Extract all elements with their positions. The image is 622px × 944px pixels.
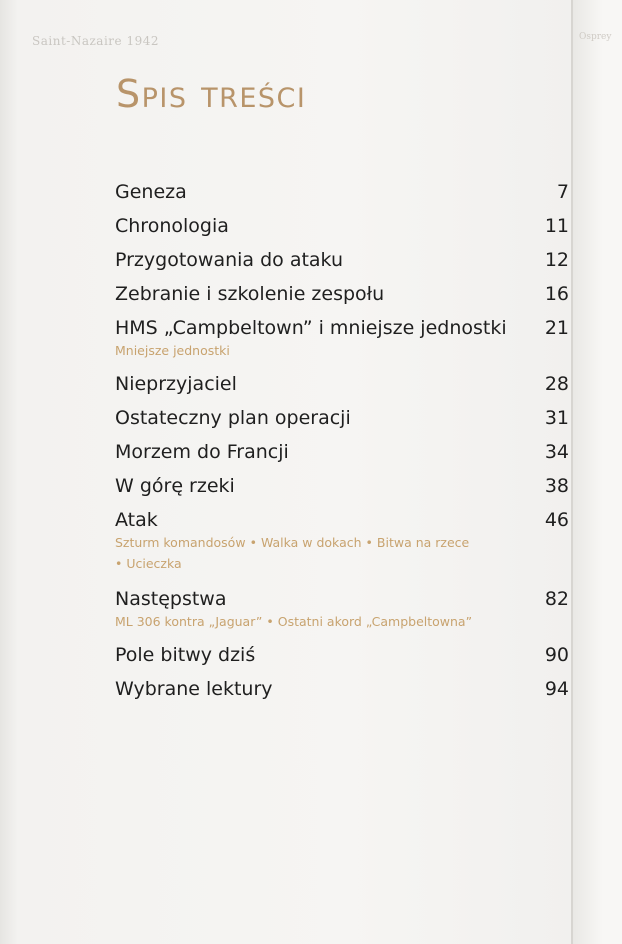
toc-entry	[115, 372, 569, 396]
bullet-separator: •	[365, 535, 373, 550]
toc-entry-title: Pole bitwy dziś	[115, 644, 256, 666]
publisher-mark: Osprey	[579, 32, 612, 42]
toc-entry	[115, 282, 569, 306]
toc-entry-title: Geneza	[115, 181, 187, 203]
toc-entry-title: Zebranie i szkolenie zespołu	[115, 283, 385, 305]
toc-entry-title: Ostateczny plan operacji	[115, 407, 351, 429]
toc-entry	[115, 406, 569, 430]
right-page-edge	[573, 0, 622, 944]
toc-entry-title: Wybrane lektury	[115, 678, 273, 700]
toc-page-number: 16	[544, 283, 569, 305]
toc-entry-title: Atak	[115, 509, 158, 531]
toc-page-number: 82	[544, 588, 569, 610]
bullet-separator: •	[115, 556, 123, 571]
toc-subentry: Walka w dokach	[260, 535, 362, 550]
toc-entry-title: Morzem do Francji	[115, 441, 289, 463]
toc-page-number: 34	[544, 441, 569, 463]
toc-entry-title: HMS „Campbeltown” i mniejsze jednostki	[115, 317, 507, 339]
toc-entry-title: Chronologia	[115, 215, 229, 237]
toc-entry-title: Nieprzyjaciel	[115, 373, 237, 395]
toc-page-number: 28	[544, 373, 569, 395]
toc-subentries	[115, 340, 569, 361]
bullet-separator: •	[249, 535, 257, 550]
toc-entry-title: Przygotowania do ataku	[115, 249, 344, 271]
toc-page-number: 90	[544, 644, 569, 666]
toc-entry	[115, 643, 569, 667]
toc-page-number: 12	[544, 249, 569, 271]
toc-entry	[115, 677, 569, 701]
toc-subentries	[115, 611, 569, 632]
toc-page-number: 46	[544, 509, 569, 531]
toc-subentry: Ucieczka	[126, 556, 182, 571]
toc-entry	[115, 180, 569, 204]
toc-subentries	[115, 532, 569, 553]
toc-entry	[115, 587, 569, 632]
toc-subentry: ML 306 kontra „Jaguar”	[115, 614, 263, 629]
toc-subentry: Bitwa na rzece	[376, 535, 470, 550]
running-head: Saint-Nazaire 1942	[32, 34, 159, 48]
toc-entry	[115, 508, 569, 574]
toc-subentries	[115, 553, 569, 574]
toc-entry	[115, 248, 569, 272]
toc-subentry: Ostatni akord „Campbeltowna”	[277, 614, 473, 629]
toc-entry-title: Następstwa	[115, 588, 227, 610]
toc-subentry: Szturm komandosów	[115, 535, 246, 550]
toc-entry	[115, 316, 569, 361]
toc-entry	[115, 474, 569, 498]
toc-page-number: 38	[544, 475, 569, 497]
toc-page-number: 11	[544, 215, 569, 237]
toc-entry-title: W górę rzeki	[115, 475, 235, 497]
toc-entry	[115, 214, 569, 238]
toc-page-number: 7	[556, 181, 569, 203]
toc-subentry: Mniejsze jednostki	[115, 343, 230, 358]
page-title: Spis treści	[116, 72, 307, 116]
toc-entry	[115, 440, 569, 464]
toc-page-number: 31	[544, 407, 569, 429]
toc-page-number: 94	[544, 678, 569, 700]
toc-page-number: 21	[544, 317, 569, 339]
bullet-separator: •	[266, 614, 274, 629]
